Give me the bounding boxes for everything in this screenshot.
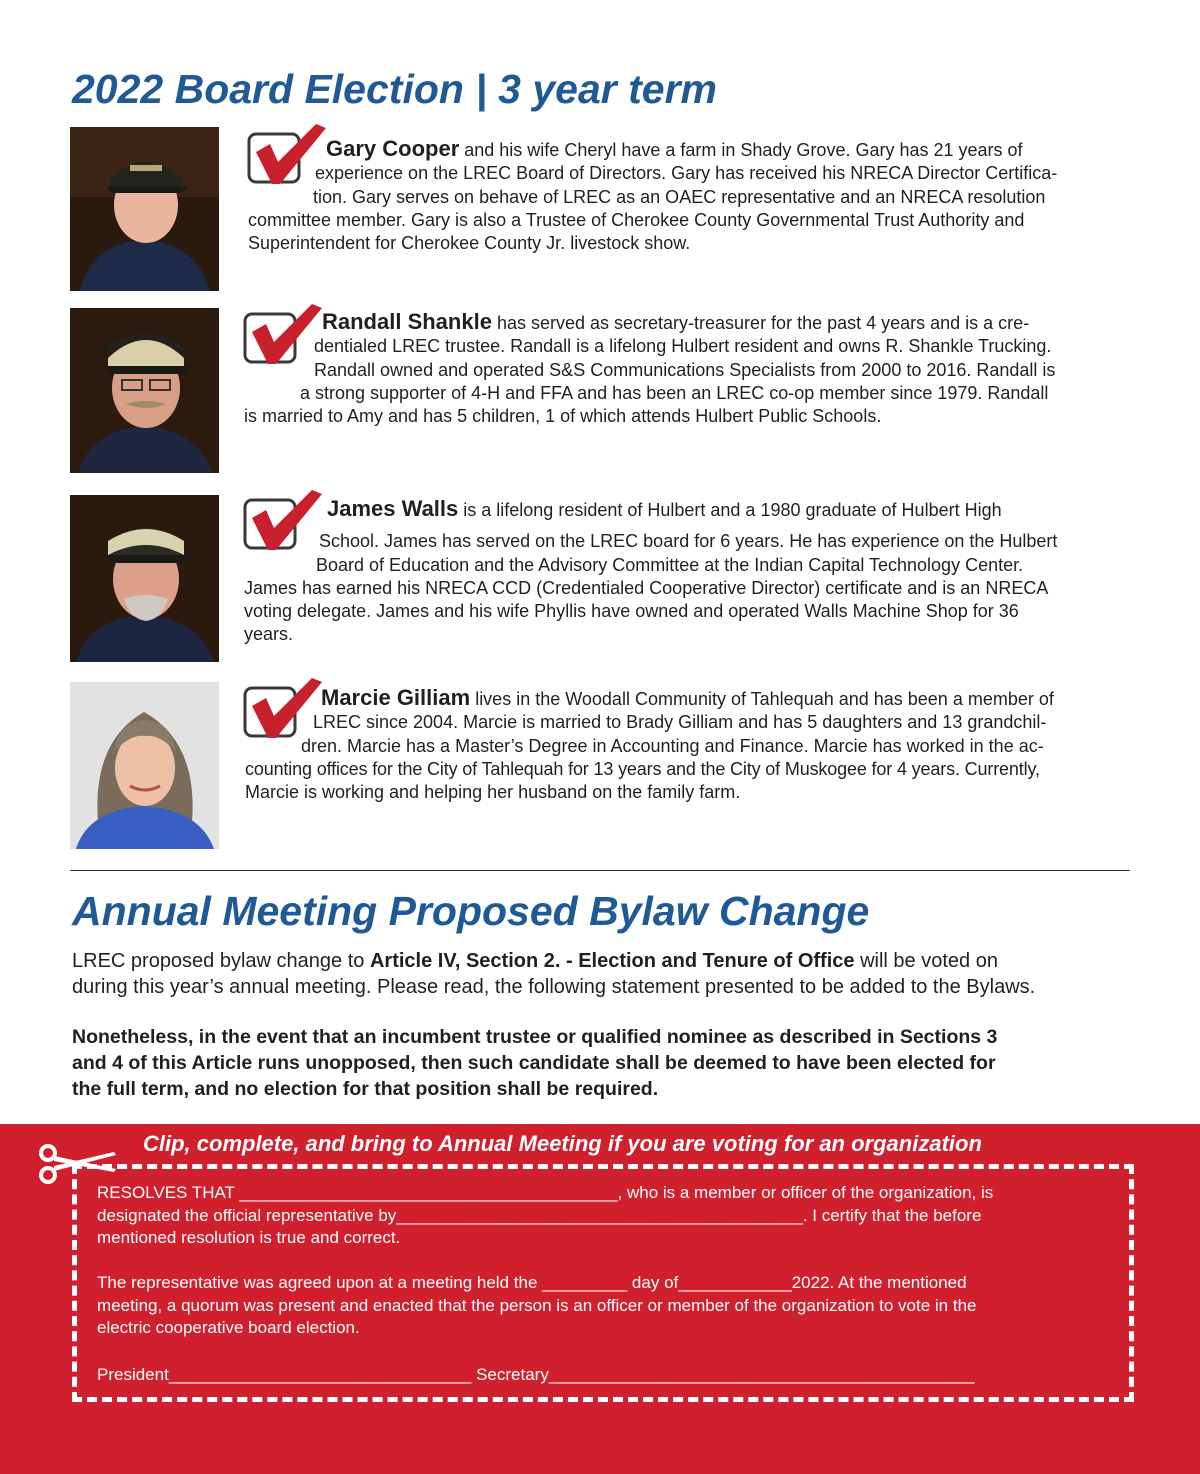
bylaw-statement: Nonetheless, in the event that an incumbent trustee or qualified nominee as described in Sections 3 and 4 of this Article runs unopposed, then such candidate shall be deemed to have been elected for the full term, and no election for that position shall be required. [72, 1026, 998, 1100]
candidate-photo-marcie-gilliam [70, 682, 219, 849]
bylaw-intro: LREC proposed bylaw change to Article IV, Section 2. - Election and Tenure of Office will be voted on during this year’s annual meeting. Please read, the following statement presented to be added to the Bylaws. [72, 950, 1036, 998]
candidate-name: James Walls [327, 496, 459, 521]
signature-line: President________________________________ Secretary_____________________________________________ [97, 1365, 975, 1384]
candidate-photo-james-walls [70, 495, 219, 662]
candidate-bio-marcie-gilliam: Marcie Gilliam lives in the Woodall Community of Tahlequah and has been a member of LREC since 2004. Marcie is married to Brady Gilliam and has 5 daughters and 13 grandchil- dren. Marcie has a Master’s Degree in Accounting and Finance. Marcie has worked in the ac- counting offices for the City of Tahlequah for 13 years and the City of Muskogee for 4 years. Currently, Marcie is working and helping her husband on the family farm. [245, 685, 1054, 803]
candidate-bio-gary-cooper: Gary Cooper and his wife Cheryl have a farm in Shady Grove. Gary has 21 years of experience on the LREC Board of Directors. Gary has received his NRECA Director Certifica- tion. Gary serves on behave of LREC as an OAEC representative and an NRECA resolution committee member. Gary is also a Trustee of Cherokee County Governmental Trust Authority and Superintendent for Cherokee County Jr. livestock show. [248, 136, 1058, 254]
bylaw-title: Annual Meeting Proposed Bylaw Change [72, 888, 870, 934]
resolution-text: RESOLVES THAT ________________________________________, who is a member or officer of the organization, is designated the official representative by___________________________________________. I certify that the before mentioned resolution is true and correct. [97, 1183, 994, 1247]
candidate-name: Randall Shankle [322, 309, 492, 334]
candidate-photo-randall-shankle [70, 308, 219, 473]
election-title: 2022 Board Election | 3 year term [72, 66, 717, 112]
candidate-bio-randall-shankle: Randall Shankle has served as secretary-treasurer for the past 4 years and is a cre- dentialed LREC trustee. Randall is a lifelong Hulbert resident and owns R. Shankle Trucking. Randall owned and operated S&S Communications Specialists from 2000 to 2016. Randall is a strong supporter of 4-H and FFA and has been an LREC co-op member since 1979. Randall is married to Amy and has 5 children, 1 of which attends Hulbert Public Schools. [244, 309, 1056, 427]
section-divider [70, 870, 1130, 871]
clip-form-heading: Clip, complete, and bring to Annual Meeting if you are voting for an organization [143, 1131, 982, 1156]
candidate-name: Gary Cooper [326, 136, 460, 161]
meeting-text: The representative was agreed upon at a meeting held the _________ day of____________2022. At the mentioned meeting, a quorum was present and enacted that the person is an officer or member of the organization to vote in the electric cooperative board election. [97, 1273, 977, 1337]
candidate-bio-james-walls: James Walls is a lifelong resident of Hulbert and a 1980 graduate of Hulbert High School. James has served on the LREC board for 6 years. He has experience on the Hulbert Board of Education and the Advisory Committee at the Indian Capital Technology Center. James has earned his NRECA CCD (Credentialed Cooperative Director) certificate and is an NRECA voting delegate. James and his wife Phyllis have owned and operated Walls Machine Shop for 36 years. [244, 496, 1058, 645]
candidate-photo-gary-cooper [70, 127, 219, 291]
candidate-name: Marcie Gilliam [321, 685, 471, 710]
